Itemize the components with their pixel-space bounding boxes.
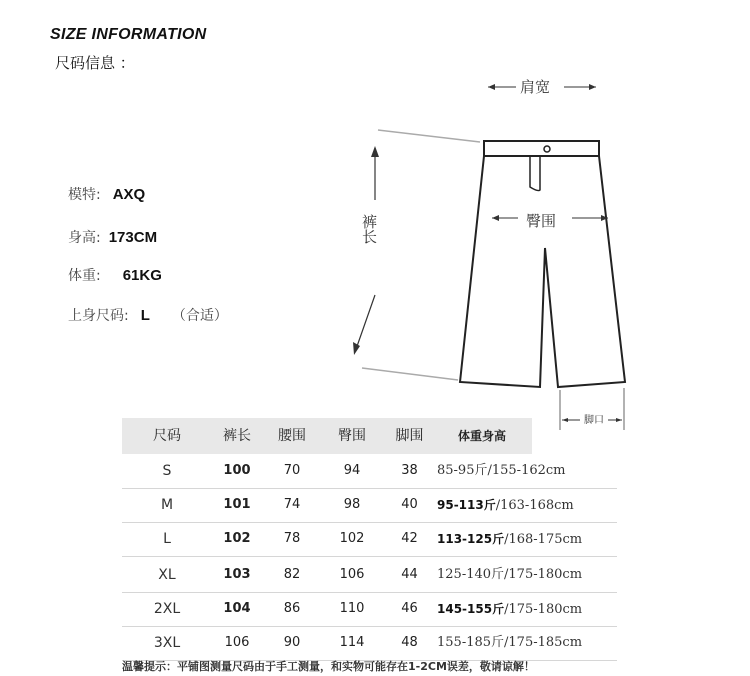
table-cell: 48	[401, 635, 418, 650]
table-cell: 102	[339, 531, 365, 546]
model-weight-row	[68, 265, 162, 285]
table-cell-weight-height	[437, 592, 617, 626]
model-name-row	[68, 184, 145, 204]
table-cell: 94	[343, 463, 361, 478]
table-header-cell: 裤长	[223, 428, 251, 444]
table-cell: 42	[401, 531, 418, 546]
table-cell: 46	[401, 601, 418, 616]
model-name-label: 模特:	[68, 187, 101, 203]
model-height-value: 173CM	[108, 229, 158, 246]
table-cell: 40	[401, 497, 418, 512]
length-arrow	[353, 146, 379, 355]
table-cell-weight-height	[437, 558, 617, 592]
model-weight-label: 体重:	[68, 268, 101, 284]
weight-range: 95-113斤	[437, 498, 496, 512]
table-cell-weight-height	[437, 522, 617, 556]
model-weight-value: 61KG	[122, 267, 162, 284]
table-cell: XL	[158, 567, 176, 583]
table-header-cell: 脚围	[395, 428, 424, 444]
table-cell-weight-height	[437, 626, 617, 660]
weight-range: 85-95斤	[437, 463, 488, 478]
height-range: /175-180cm	[504, 602, 583, 617]
table-cell: 103	[223, 567, 251, 582]
table-cell: 90	[283, 635, 301, 650]
table-cell: 70	[283, 463, 301, 478]
length-label: 裤长	[360, 214, 378, 244]
table-cell: 82	[283, 567, 301, 582]
table-cell: 86	[283, 601, 301, 616]
weight-range: 113-125斤	[437, 532, 505, 546]
height-range: /175-185cm	[504, 635, 583, 650]
row-divider	[122, 556, 617, 557]
table-cell: 74	[283, 497, 301, 512]
model-size-label: 上身尺码:	[68, 308, 129, 324]
hem-label: 脚口	[584, 415, 604, 426]
model-size-note: （合适）	[171, 308, 228, 324]
table-header-cell: 体重身高	[457, 429, 506, 443]
page-subtitle: 尺码信息 ：	[55, 54, 135, 72]
table-cell: 106	[339, 567, 365, 582]
table-cell: 44	[401, 567, 418, 582]
weight-range: 125-140斤	[437, 567, 505, 582]
table-header-cell: 尺码	[153, 428, 181, 444]
height-range: /163-168cm	[495, 498, 574, 513]
model-name-value: AXQ	[112, 186, 146, 203]
footer-note: 温馨提示：平铺图测量尺码由于手工测量，和实物可能存在1-2CM误差，敬请谅解！	[122, 660, 535, 673]
table-cell: 102	[223, 531, 251, 546]
pants-outline	[460, 141, 625, 387]
button-icon	[544, 146, 550, 152]
table-cell: 98	[343, 497, 361, 512]
pants-diagram	[340, 70, 640, 440]
model-height-row	[68, 227, 157, 247]
model-height-label: 身高:	[68, 230, 101, 246]
table-cell-weight-height	[437, 454, 617, 488]
weight-range: 145-155斤	[437, 602, 505, 616]
table-cell: 114	[339, 635, 365, 650]
height-range: /155-162cm	[487, 463, 566, 478]
table-cell: 110	[339, 601, 365, 616]
height-range: /175-180cm	[504, 567, 583, 582]
hip-label: 臀围	[526, 212, 557, 230]
table-cell: 100	[223, 463, 251, 478]
height-range: /168-175cm	[504, 532, 583, 547]
table-cell: 104	[223, 601, 251, 616]
table-cell: 2XL	[153, 601, 181, 617]
table-cell: 101	[223, 497, 251, 512]
table-cell: M	[160, 497, 174, 513]
model-size-row	[68, 305, 228, 325]
page-title: SIZE INFORMATION	[50, 26, 207, 43]
table-cell: 38	[401, 463, 418, 478]
table-cell: L	[163, 531, 171, 547]
table-cell: 3XL	[153, 635, 181, 651]
weight-range: 155-185斤	[437, 635, 505, 650]
model-size-value: L	[140, 307, 150, 324]
table-cell: 78	[283, 531, 301, 546]
table-header-cell: 腰围	[278, 428, 306, 444]
table-header-cell: 臀围	[338, 428, 366, 444]
table-cell: 106	[224, 635, 250, 650]
table-cell-weight-height	[437, 488, 617, 522]
shoulder-width-label: 肩宽	[520, 78, 551, 96]
table-cell: S	[162, 463, 172, 479]
